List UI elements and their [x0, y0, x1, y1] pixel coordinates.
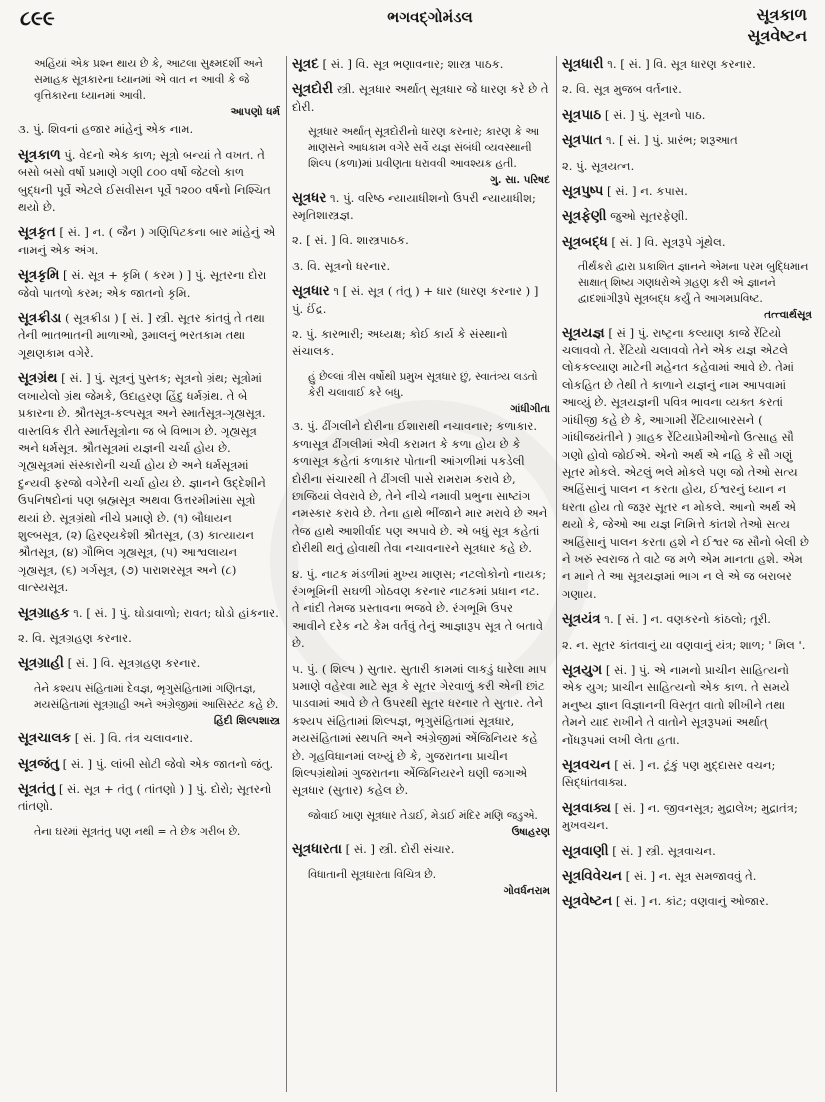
dictionary-entry	[562, 757, 812, 792]
dictionary-entry	[562, 325, 812, 604]
definition-text: સ્ત્રી. સૂત્રધાર અર્થાત્ સૂત્રધાર જે ધારણ કરે છે તે દોરી.	[292, 82, 549, 114]
definition-text: [ સં. ] ન. સૂત્ર સમજાવવું તે.	[625, 869, 757, 884]
headword: સૂત્રધાર	[292, 283, 330, 300]
dictionary-entry	[562, 868, 812, 885]
definition-text: [ સં. ] વિ. સૂત્ર ભણાવનાર; શાસ્ત્ર પાઠક.	[322, 57, 504, 71]
usage-quote: જોવાઈ ખાણ સૂત્રધાર તેડાઈ, મેડાઈ મંદિર મણિ જડુએ.	[308, 808, 538, 822]
sense-text: ૨. પું. સૂત્રયત્ન.	[562, 158, 635, 173]
dictionary-entry	[292, 56, 550, 73]
usage-quote: હું છેલ્લાં ત્રીસ વર્ષોથી પ્રમુખ સૂત્રધાર છું, સ્વાતંત્ર્ય લડતો કેરી ચલાવાઈ કરે બધુ.	[308, 369, 538, 399]
definition-text: ૧ [ સં. સૂત્ર ( તંતુ ) + ધાર (ધારણ કરનાર ) ] પું. ઈંદ્ર.	[292, 284, 539, 316]
headword: સૂત્રજંતુ	[18, 755, 59, 772]
dictionary-entry	[292, 190, 550, 225]
column-divider	[556, 56, 557, 1092]
dictionary-entry	[18, 730, 280, 747]
headword: સૂત્રપાઠ	[562, 106, 602, 123]
definition-text: [ સં. ] ન. ટૂંકું પણ મુદ્દાસર વચન; સિદ્ધાંતવાક્ય.	[562, 758, 776, 790]
usage-quote: વિધાતાની સૂત્રધારતા વિચિત્ર છે.	[308, 867, 437, 881]
definition-text: [ સં. સૂત્ર + તંતુ ( તાંતણો ) ] પું. દોરો; સૂતરનો તાંતણો.	[18, 782, 272, 814]
column-left	[18, 56, 280, 1096]
headword: સૂત્રયંત્ર	[562, 611, 601, 628]
headword: સૂત્રકાળ	[18, 146, 61, 163]
definition-text: ૧. [ સં. ] પું. ઘોડાવાળો; રાવત; ઘોડો હાંકનાર.	[73, 605, 279, 620]
definition-text: ૧. [ સં. ] ન. વણકરનો કાંઠલો; તૂરી.	[604, 612, 771, 627]
sense-text: ૨. ન. સૂતર કાંતવાનું યા વણવાનું યંત્ર; શાળ; ' મિલ '.	[562, 637, 806, 652]
headword: સૂત્રધારી	[562, 56, 604, 72]
sense-text: ૫. પું. ( શિલ્પ ) સુતાર. સુતારી કામમાં લાકડું ધારેલા માપ પ્રમાણે વહેરવા માટે સૂત્ર કે સૂતર ગેરવાળું કરી એની છાંટ પાડવામાં આવે છે તે ઉપરથી સૂતર ધરનાર તે સુતાર. તેને કશ્યપ સંહિતામાં શિલ્પજ્ઞ, ભૃગુસંહિતામાં સૂત્રધાર, મયસંહિતામાં સ્થપતિ અને અંગ્રેજીમાં એંજિનિયર કહે છે. ગૃહવિધાનમાં લખ્યું છે કે, ગુજરાતના પ્રાચીન શિલ્પગ્રંથોમાં ગુજરાતના એંજિનિયરને ઘણી જગાએ સૂત્રધાર (સુતાર) કહેલ છે.	[292, 661, 547, 798]
definition-text: ( સૂત્રક્રીડા ) [ સં. ] સ્ત્રી. સૂતર કાંતવું તે તથા તેની ભાતભાતની માળાઓ, રૂમાલનું ભરતકામ તથા ગૂથણકામ વગેરે.	[18, 311, 265, 360]
dictionary-entry	[18, 655, 280, 672]
usage-quote: સૂત્રધાર અર્થાત્ સૂત્રદોરીનો ધારણ કરનાર; કારણ કે આ માણસને આધકામ વગેરે સર્વે યજ્ઞ સંબંધી વ્યવસ્થાની શિલ્પ (કળા)માં પ્રવીણતા ધરાવવી આવશ્યક હતી.	[308, 125, 539, 171]
dictionary-entry	[18, 370, 280, 596]
definition-text: [ સં. સૂત્ર + કૃમિ ( કરમ ) ] પું. સૂતરના દોરા જેવો પાતળો કરમ; એક જાતનો કૃમિ.	[18, 268, 267, 300]
quote-source: ગાંધીગીતા	[510, 402, 550, 415]
definition-text: [ સં. ] પું. એ નામનો પ્રાચીન સાહિત્યનો એક યુગ; પ્રાચીન સાહિત્યનો એક કાળ. તે સમયે મનુષ્ય જ્ઞાન વિજ્ઞાનની વિસ્તૃત વાતો શીખીને તથા તેમને યાદ રાખીને તે વાતોને સૂત્રરૂપમાં અર્થાત્ નોંધરૂપમાં લખી લેતા હતા.	[562, 662, 790, 747]
dictionary-entry	[18, 756, 280, 773]
definition-text: [ સં. ] સ્ત્રી. દોરી સંચાર.	[345, 842, 455, 857]
definition-text: [ સં. ] ન. કાંટ; વણવાનું ઓજાર.	[615, 894, 769, 909]
quote-source: ગોવર્ધનરામ	[503, 884, 550, 897]
headword: સૂત્રવાણી	[562, 842, 609, 859]
headword: સૂત્રપુષ્પ	[562, 183, 604, 200]
definition-text: [ સં. ] વિ. સૂત્રગ્રહણ કરનાર.	[67, 656, 201, 671]
dictionary-entry	[562, 893, 812, 910]
column-right	[562, 56, 812, 1096]
headword: સૂત્રવિવેચન	[562, 868, 622, 885]
headword: સૂત્રવચન	[562, 757, 611, 773]
guide-words	[748, 4, 807, 46]
definition-text: [ સં ] પું. રાષ્ટ્રના કલ્યાણ કાજે રેંટિયો ચલાવવો તે. રેંટિયો ચલાવવો તેને એક યજ્ઞ એટલે લોકકલ્યાણ માટેની મહેનત કહેવામાં આવે છે. તેમાં લોકહિત છે તેથી તે કાળાને યજ્ઞનું નામ આપવામાં આવ્યું છે. સૂત્રયજ્ઞની પવિત્ર ભાવના વ્યક્ત કરતાં ગાંધીજી કહે છે કે, આગામી રેંટિયાબારસને ( ગાંધીજયંતીને ) ગ્રાહક રેંટિયાપ્રેમીઓનો ઉત્સાહ સૌ ગણો હોવો જોઈએ. એનો અર્થ એ નહિ કે સૌ ગણું સૂતર મોકલે. એટલું ભલે મોકલે પણ જો તેઓ સત્ય અહિંસાનું પાલન ન કરતા હોય, ઈશ્વરનું ધ્યાન ન ધરતા હોય તો જરૂર સૂતર ન મોકલે. આનો અર્થ એ થયો કે, જેઓ આ યજ્ઞ નિમિત્તે કાંતશે તેઓ સત્ય અહિંસાનું પાલન કરતા હશે ને ઈશ્વર જ સૌનો બેલી છે ને ખરું સ્વરાજ તે વાટે જ મળે એમ માનતા હશે. એમ ન માને તે આ સૂત્રયજ્ઞમાં ભાગ ન લે એ જ બરાબર ગણાય.	[562, 325, 809, 601]
dictionary-entry	[562, 234, 812, 251]
sense-text: ૩. વિ. સૂત્રનો ધરનાર.	[292, 258, 391, 273]
headword: સૂત્રયુગ	[562, 661, 603, 678]
column-divider	[286, 56, 287, 1092]
headword: સૂત્રકૃત	[18, 224, 56, 241]
definition-text: ૧. [ સં. ] પું. પ્રારંભ; શરૂઆત	[605, 133, 738, 148]
definition-text: [ સં. ] ન. ( જૈન ) ગણિપિટકના બાર માંહેનું એ નામનું એક અંગ.	[18, 225, 276, 257]
definition-text: [ સં. ] વિ. સૂત્રરૂપે ગૂંથેલ.	[611, 234, 726, 249]
dictionary-entry	[18, 267, 280, 302]
dictionary-entry	[562, 208, 812, 225]
sense-text: ૨. વિ. સૂત્રગ્રહણ કરનાર.	[18, 630, 132, 645]
dictionary-entry	[18, 310, 280, 362]
sense-text: ૨. વિ. સૂત્ર મુજબ વર્તનાર.	[562, 82, 682, 97]
dictionary-entry	[562, 132, 812, 149]
definition-text: [ સં. ] પું. સૂત્રનું પુસ્તક; સૂત્રનો ગ્રંથ; સૂત્રોમાં લખાયેલો ગ્રંથ જેમકે, ઉદાહરણ હિંદુ ધર્મગ્રંથ. તે બે પ્રકારના છે. શ્રૌતસૂત્ર-કલ્પસૂત્ર અને સ્માર્તસૂત્ર-ગૃહ્યસૂત્ર. વાસ્તવિક રીતે સ્માર્તસૂત્રોના જ બે વિભાગ છે. ગૃહ્યસૂત્ર અને ધર્મસૂત્ર. શ્રૌતસૂત્રમાં યજ્ઞની ચર્ચા હોય છે. ગૃહ્યસૂત્રમાં સંસ્કારોની ચર્ચા હોય છે અને ધર્મસૂત્રમાં દુન્યવી ફરજો વગેરેની ચર્ચા હોય છે. જ્ઞાનને ઉદ્દેશીને ઉપનિષદોનાં પણ બ્રહ્મસૂત્ર અથવા ઉત્તરમીમાંસા સૂત્રો થયાં છે. સૂત્રગ્રંથો નીચે પ્રમાણે છે. (૧) બૌધાયન શુલ્બસૂત્ર, (૨) હિરણ્યકેશી શ્રૌતસૂત્ર, (૩) કાત્યાયન શ્રૌતસૂત્ર, (૪) ગૌભિલ ગૃહ્યસૂત્ર, (૫) આશ્વલાયન ગૃહ્યસૂત્ર, (૬) ગર્ગસૂત્ર, (૭) પારાશરસૂત્ર અને (૮) વાત્સ્યસૂત્ર.	[18, 371, 266, 595]
headword: સૂત્રક્રીડા	[18, 310, 62, 327]
dictionary-entry	[18, 605, 280, 622]
definition-text: ૧. [ સં. ] વિ. સૂત્ર ધારણ કરનાર.	[607, 57, 756, 71]
page-title: ભગવદ્ગોમંડલ	[387, 8, 473, 26]
dictionary-entry	[292, 283, 550, 318]
definition-text: [ સં. ] ન. કપાસ.	[607, 184, 688, 199]
column-middle	[292, 56, 550, 1096]
quote-source: તત્ત્વાર્થસૂત્ર	[764, 309, 812, 322]
quote-source: ગુ. સા. પરિષદ	[490, 174, 550, 187]
dictionary-entry	[562, 662, 812, 749]
headword: સૂત્રકૃમિ	[18, 267, 60, 284]
definition-text: [ સં. ] સ્ત્રી. સૂત્રવાચન.	[612, 843, 716, 858]
dictionary-entry	[562, 611, 812, 628]
headword: સૂત્રદ	[292, 56, 319, 72]
headword: સૂત્રબદ્ધ	[562, 233, 608, 250]
dictionary-entry	[18, 147, 280, 217]
usage-quote: તેને કશ્યપ સંહિતામાં દેવજ્ઞ, ભૃગુસંહિતામાં ગણિતજ્ઞ, મયસંહિતામાં સૂત્રગ્રાહી અને અંગ્રેજીમાં આસિસ્ટંટ કહે છે.	[34, 681, 279, 711]
quote-source: હિંદી શિલ્પશાસ્ત્ર	[213, 714, 280, 727]
headword: સૂત્રગ્રાહી	[18, 655, 64, 672]
quote-source: આપણો ધર્મ	[230, 106, 280, 118]
guide-word-last: સૂત્રવેષ્ટન	[747, 26, 807, 45]
page-header	[0, 0, 825, 52]
sense-text: ૩. પું. શિવનાં હજાર માંહેનું એક નામ.	[18, 122, 194, 137]
quote-source: ઉષાહરણ	[511, 825, 550, 838]
definition-text: ૧. પું. વરિષ્ઠ ન્યાયાધીશનો ઉપરી ન્યાયાધીશ; સ્મૃતિશાસ્ત્રજ્ઞ.	[292, 190, 536, 223]
headword: સૂત્રગ્રંથ	[18, 370, 58, 387]
dictionary-entry	[562, 56, 812, 73]
definition-text: [ સં. ] ન. જીવનસૂત્ર; મુદ્રાલેખ; મુદ્રાતંત્ર; મુખવચન.	[562, 800, 798, 833]
definition-text: [ સં. ] વિ. તંત્ર ચલાવનાર.	[74, 731, 193, 746]
usage-quote: તેના ઘરમાં સૂત્રતંતુ પણ નથી = તે છેક ગરીબ છે.	[34, 824, 241, 838]
headword: સૂત્રવાક્ય	[562, 799, 611, 816]
headword: સૂત્રપાત	[562, 132, 603, 149]
guide-word-first: સૂત્રકાળ	[756, 5, 807, 24]
dictionary-entry	[292, 841, 550, 858]
dictionary-entry	[292, 81, 550, 116]
definition-text: પું. વેદનો એક કાળ; સૂત્રો બન્યાં તે વખત. તે બસો બસો વર્ષો પ્રમાણે ગણી ૮૦૦ વર્ષો જેટલો કાળ બુદ્ધની પૂર્વે એટલે ઈસવીસન પૂર્વે ૧૨૦૦ વર્ષનો નિશ્ચિત થયો છે.	[18, 147, 271, 215]
headword: સૂત્રવેષ્ટન	[562, 893, 613, 910]
definition-text: [ સં. ] પું. લાંબી સોટી જેવો એક જાતનો જંતુ.	[62, 756, 274, 771]
sense-text: ૨. પું. કારભારી; અધ્યક્ષ; કોઈ કાર્ય કે સંસ્થાનો સંચાલક.	[292, 327, 508, 359]
headword: સૂત્રધારતા	[292, 841, 342, 858]
sense-text: ૩. પું. ઢીંગલીને દોરીના ઈશારાથી નચાવનાર; કળાકાર. કળાસૂત્ર ઢીંગલીમાં એવી કરામત કે કળા હોય છે કે કળાસૂત્ર કહેતાં કળાકાર પોતાની આંગળીમાં પકડેલી દોરીના સંચારથી તે ઢીંગલી પાસે રામરામ કરાવે છે, છાજિયાં લેવરાવે છે, તેને નીચે નમાવી પ્રભુના સાષ્ટાંગ નમસ્કાર કરાવે છે. તેના હાથે ભીંજાને માર મરાવે છે અને તેજ હાથે આશીર્વાદ પણ અપાવે છે. એ બધું સૂત્ર કહેતાં દોરીથી થતું હોવાથી તેવા નચાવનારને સૂત્રધાર કહે છે.	[292, 419, 548, 556]
headword: સૂત્રચાલક	[18, 730, 72, 747]
dictionary-entry	[562, 107, 812, 124]
dictionary-entry	[562, 183, 812, 200]
definition-text: [ સં. ] પું. સૂત્રનો પાઠ.	[604, 107, 706, 122]
headword: સૂત્રતંતુ	[18, 781, 56, 797]
definition-text: જુઓ સૂતરફેણી.	[610, 209, 689, 224]
sense-text: ૨. [ સં. ] વિ. શાસ્ત્રપાઠક.	[292, 233, 409, 248]
dictionary-entry	[18, 224, 280, 259]
usage-quote: તીર્થંકરો દ્વારા પ્રકાશિત જ્ઞાનને એમના પરમ બુદ્ધિમાન સાક્ષાત્ શિષ્ય ગણધરોએ ગ્રહણ કરી એ જ્ઞાનને દ્વાદશાંગીરૂપે સૂત્રબદ્ધ કર્યું તે આગમપ્રવિષ્ટ.	[578, 260, 809, 306]
headword: સૂત્રફેણી	[562, 208, 607, 225]
headword: સૂત્રધર	[292, 189, 327, 206]
headword: સૂત્રદોરી	[292, 81, 333, 98]
sense-text: ૪. પું. નાટક મંડળીમાં મુખ્ય માણસ; નટલોકોનો નાયક; રંગભૂમિની સઘળી ગોઠવણ કરનાર નાટકમાં પ્રધાન નટ. તે નાંદી તેમજ પ્રસ્તાવના ભજવે છે. રંગભૂમિ ઉપર આવીને દરેક નટે કેમ વર્તવું તેનું આજ્ઞારૂપ સૂત્ર તે બતાવે છે.	[292, 566, 547, 651]
dictionary-entry	[562, 800, 812, 835]
dictionary-entry	[18, 781, 280, 816]
page-number: ૮૯૯	[20, 6, 55, 30]
usage-quote: અહિંયાં એક પ્રશ્ન થાય છે કે, આટલા સુક્ષ્મદર્શી અને સમાહક સૂત્રકારના ધ્યાનમાં એ વાત ન આવી કે જે વૃત્તિકારના ધ્યાનમાં આવી.	[34, 57, 263, 102]
headword: સૂત્રયજ્ઞ	[562, 324, 605, 341]
headword: સૂત્રગ્રાહક	[18, 604, 70, 621]
dictionary-entry	[562, 843, 812, 860]
